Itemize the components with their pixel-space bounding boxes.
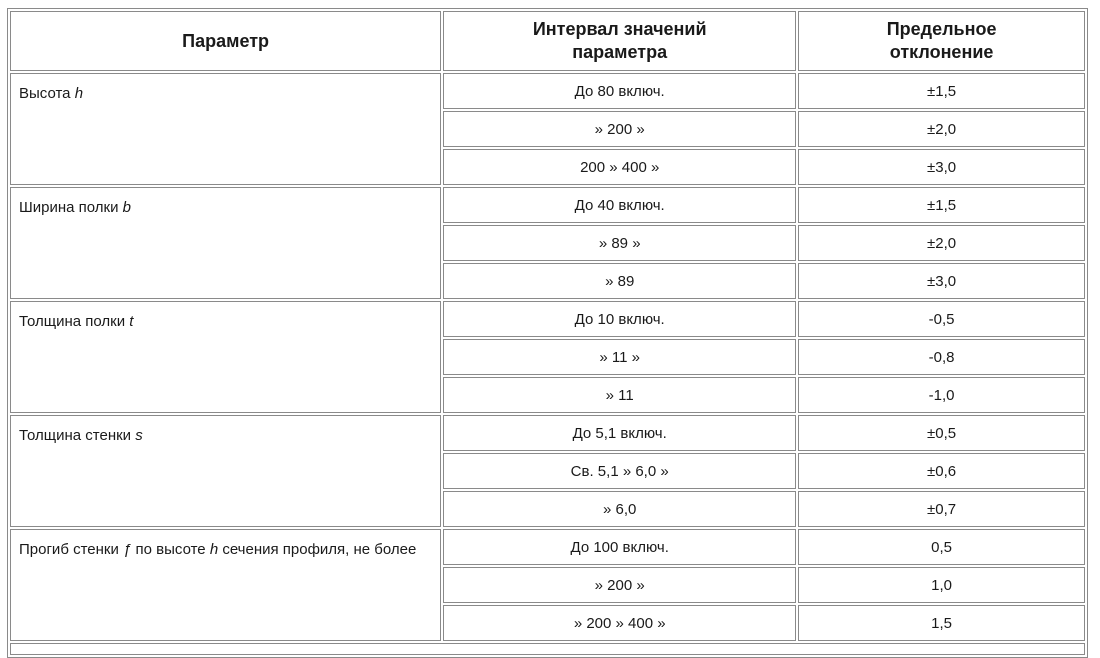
tolerance-table-frame xyxy=(7,8,1088,658)
cut-off-row xyxy=(10,643,1085,655)
header-interval-line2: параметра xyxy=(572,42,668,62)
header-parameter: Параметр xyxy=(10,11,441,71)
interval-cell: » 89 » xyxy=(443,225,796,261)
deviation-cell: 0,5 xyxy=(798,529,1085,565)
table-row xyxy=(10,301,1085,337)
header-deviation-line2: отклонение xyxy=(889,42,994,62)
param-label: Толщина стенки xyxy=(19,427,136,444)
table-row xyxy=(10,73,1085,109)
deviation-cell: -0,8 xyxy=(798,339,1085,375)
param-cell-flange-width xyxy=(10,187,441,299)
deviation-cell: ±3,0 xyxy=(798,263,1085,299)
param-label: Ширина полки xyxy=(19,199,123,216)
table-row xyxy=(10,415,1085,451)
header-deviation-line1: Предельное xyxy=(886,19,997,39)
param-symbol: t xyxy=(129,313,134,330)
deviation-cell: ±2,0 xyxy=(798,111,1085,147)
param-cell-height xyxy=(10,73,441,185)
interval-cell: Св. 5,1 » 6,0 » xyxy=(443,453,796,489)
interval-cell: 200 » 400 » xyxy=(443,149,796,185)
interval-cell: » 200 » xyxy=(443,111,796,147)
param-symbol: s xyxy=(135,427,143,444)
interval-cell: До 80 включ. xyxy=(443,73,796,109)
deviation-cell: ±3,0 xyxy=(798,149,1085,185)
interval-cell: » 200 » 400 » xyxy=(443,605,796,641)
deviation-cell: -0,5 xyxy=(798,301,1085,337)
deviation-cell: ±1,5 xyxy=(798,73,1085,109)
param-cell-web-deflection xyxy=(10,529,441,641)
deviation-cell: ±0,5 xyxy=(798,415,1085,451)
interval-cell: До 10 включ. xyxy=(443,301,796,337)
header-row xyxy=(10,11,1085,71)
interval-cell: » 11 » xyxy=(443,339,796,375)
deviation-cell: ±1,5 xyxy=(798,187,1085,223)
param-cell-flange-thickness xyxy=(10,301,441,413)
interval-cell: » 6,0 xyxy=(443,491,796,527)
interval-cell: До 5,1 включ. xyxy=(443,415,796,451)
deviation-cell: ±0,6 xyxy=(798,453,1085,489)
param-symbol-secondary: h xyxy=(209,541,219,558)
header-interval xyxy=(443,11,796,71)
table-row xyxy=(10,187,1085,223)
param-label: Высота xyxy=(19,85,75,102)
header-interval-line1: Интервал значений xyxy=(532,19,707,39)
param-label-tail: сечения профиля, не более xyxy=(218,541,417,558)
param-symbol: h xyxy=(74,85,84,102)
param-symbol: b xyxy=(122,199,131,216)
interval-cell: » 200 » xyxy=(443,567,796,603)
deviation-cell: 1,5 xyxy=(798,605,1085,641)
deviation-cell: ±0,7 xyxy=(798,491,1085,527)
deviation-cell: 1,0 xyxy=(798,567,1085,603)
param-label: Толщина полки xyxy=(19,313,130,330)
interval-cell: До 100 включ. xyxy=(443,529,796,565)
deviation-cell: ±2,0 xyxy=(798,225,1085,261)
interval-cell: » 89 xyxy=(443,263,796,299)
param-cell-web-thickness xyxy=(10,415,441,527)
interval-cell: До 40 включ. xyxy=(443,187,796,223)
header-deviation xyxy=(798,11,1085,71)
deviation-cell: -1,0 xyxy=(798,377,1085,413)
param-label-continued: по высоте xyxy=(131,541,210,558)
param-symbol: ƒ xyxy=(123,541,132,558)
table-row xyxy=(10,529,1085,565)
param-label: Прогиб стенки xyxy=(19,541,124,558)
interval-cell: » 11 xyxy=(443,377,796,413)
table-row-partial xyxy=(10,643,1085,655)
tolerance-table xyxy=(8,9,1087,657)
